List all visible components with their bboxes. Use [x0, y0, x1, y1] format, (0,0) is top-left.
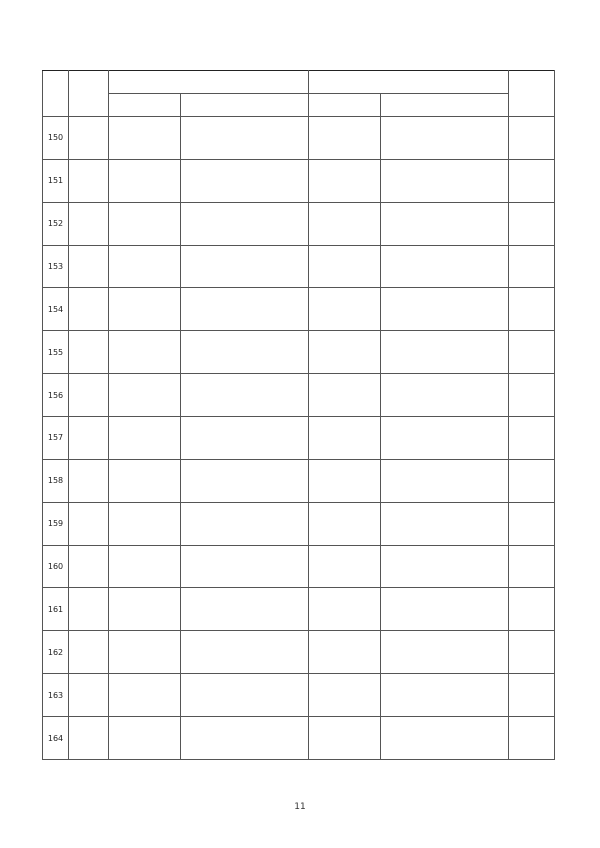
current-department-cell [381, 588, 509, 631]
name-cell [69, 374, 109, 417]
serial-number-cell: 160 [43, 545, 69, 588]
header-appointment-department [181, 94, 309, 117]
appointment-rank-cell [109, 159, 181, 202]
appointment-department-cell [181, 159, 309, 202]
current-department-cell [381, 159, 509, 202]
serial-number-cell: 162 [43, 631, 69, 674]
remarks-cell [509, 245, 555, 288]
header-appointment-rank [109, 94, 181, 117]
appointment-rank-cell [109, 459, 181, 502]
current-department-cell [381, 117, 509, 160]
table-row [43, 545, 555, 588]
serial-number-cell: 159 [43, 502, 69, 545]
appointment-rank-cell [109, 717, 181, 760]
name-cell [69, 588, 109, 631]
remarks-cell [509, 417, 555, 460]
name-cell [69, 674, 109, 717]
current-department-cell [381, 417, 509, 460]
serial-number-cell: 151 [43, 159, 69, 202]
current-rank-cell [309, 417, 381, 460]
header-serial-number [43, 71, 69, 117]
name-cell [69, 459, 109, 502]
table-row [43, 588, 555, 631]
serial-number-cell: 155 [43, 331, 69, 374]
header-remarks [509, 71, 555, 117]
table-row [43, 374, 555, 417]
appointment-rank-cell [109, 288, 181, 331]
appointment-rank-cell [109, 245, 181, 288]
table-row [43, 202, 555, 245]
current-department-cell [381, 631, 509, 674]
appointment-rank-cell [109, 374, 181, 417]
table-row [43, 717, 555, 760]
appointment-department-cell [181, 545, 309, 588]
header-current [309, 71, 509, 94]
remarks-cell [509, 374, 555, 417]
current-department-cell [381, 245, 509, 288]
remarks-cell [509, 202, 555, 245]
remarks-cell [509, 331, 555, 374]
name-cell [69, 631, 109, 674]
remarks-cell [509, 459, 555, 502]
current-department-cell [381, 459, 509, 502]
current-department-cell [381, 202, 509, 245]
appointment-department-cell [181, 417, 309, 460]
remarks-cell [509, 631, 555, 674]
current-rank-cell [309, 502, 381, 545]
remarks-cell [509, 588, 555, 631]
appointment-department-cell [181, 202, 309, 245]
name-cell [69, 202, 109, 245]
current-department-cell [381, 288, 509, 331]
header-current-department [381, 94, 509, 117]
appointment-department-cell [181, 631, 309, 674]
appointment-rank-cell [109, 417, 181, 460]
table-row [43, 331, 555, 374]
remarks-cell [509, 545, 555, 588]
serial-number-cell: 157 [43, 417, 69, 460]
appointment-department-cell [181, 502, 309, 545]
current-department-cell [381, 331, 509, 374]
current-rank-cell [309, 117, 381, 160]
table-body [43, 117, 555, 760]
serial-number-cell: 154 [43, 288, 69, 331]
appointment-department-cell [181, 117, 309, 160]
serial-number-cell: 153 [43, 245, 69, 288]
appointment-rank-cell [109, 588, 181, 631]
table-row [43, 417, 555, 460]
current-rank-cell [309, 459, 381, 502]
appointment-rank-cell [109, 202, 181, 245]
current-rank-cell [309, 717, 381, 760]
current-department-cell [381, 502, 509, 545]
appointment-department-cell [181, 588, 309, 631]
name-cell [69, 417, 109, 460]
name-cell [69, 331, 109, 374]
remarks-cell [509, 159, 555, 202]
table-row [43, 117, 555, 160]
current-department-cell [381, 717, 509, 760]
name-cell [69, 502, 109, 545]
current-rank-cell [309, 202, 381, 245]
name-cell [69, 717, 109, 760]
table-row [43, 459, 555, 502]
current-rank-cell [309, 631, 381, 674]
appointment-rank-cell [109, 545, 181, 588]
table-row [43, 159, 555, 202]
current-department-cell [381, 674, 509, 717]
current-rank-cell [309, 374, 381, 417]
current-rank-cell [309, 331, 381, 374]
header-appointment [109, 71, 309, 94]
serial-number-cell: 158 [43, 459, 69, 502]
name-cell [69, 545, 109, 588]
appointment-department-cell [181, 288, 309, 331]
serial-number-cell: 161 [43, 588, 69, 631]
current-department-cell [381, 374, 509, 417]
remarks-cell [509, 117, 555, 160]
remarks-cell [509, 502, 555, 545]
appointment-department-cell [181, 331, 309, 374]
table-row [43, 674, 555, 717]
header-name [69, 71, 109, 117]
table-row [43, 245, 555, 288]
name-cell [69, 159, 109, 202]
appointment-department-cell [181, 459, 309, 502]
appointment-table [42, 70, 555, 760]
current-rank-cell [309, 588, 381, 631]
remarks-cell [509, 288, 555, 331]
serial-number-cell: 164 [43, 717, 69, 760]
appointment-rank-cell [109, 502, 181, 545]
serial-number-cell: 163 [43, 674, 69, 717]
appointment-department-cell [181, 674, 309, 717]
current-rank-cell [309, 159, 381, 202]
name-cell [69, 288, 109, 331]
serial-number-cell: 150 [43, 117, 69, 160]
appointment-rank-cell [109, 331, 181, 374]
appointment-rank-cell [109, 631, 181, 674]
appointment-department-cell [181, 245, 309, 288]
current-department-cell [381, 545, 509, 588]
remarks-cell [509, 717, 555, 760]
appointment-rank-cell [109, 674, 181, 717]
remarks-cell [509, 674, 555, 717]
table-row [43, 288, 555, 331]
current-rank-cell [309, 288, 381, 331]
serial-number-cell: 156 [43, 374, 69, 417]
current-rank-cell [309, 674, 381, 717]
serial-number-cell: 152 [43, 202, 69, 245]
table-row [43, 631, 555, 674]
current-rank-cell [309, 545, 381, 588]
appointment-department-cell [181, 717, 309, 760]
appointment-rank-cell [109, 117, 181, 160]
name-cell [69, 245, 109, 288]
name-cell [69, 117, 109, 160]
header-current-rank [309, 94, 381, 117]
table-row [43, 502, 555, 545]
current-rank-cell [309, 245, 381, 288]
appointment-department-cell [181, 374, 309, 417]
page-number: 11 [294, 802, 306, 812]
